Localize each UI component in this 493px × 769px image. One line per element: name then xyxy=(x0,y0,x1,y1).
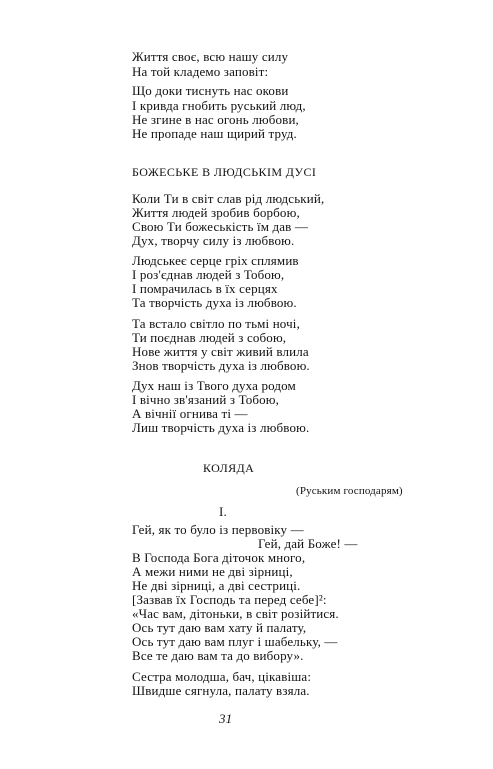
text-line: Свою Ти божеськість їм дав — xyxy=(132,219,309,234)
text-line: На той кладемо заповіт: xyxy=(132,64,269,79)
text-line: Життя людей зробив борбою, xyxy=(132,205,300,220)
page-number: 31 xyxy=(219,711,233,726)
text-line: Дух, творчу силу із любвою. xyxy=(132,233,295,248)
text-line: Нове життя у світ живий влила xyxy=(132,344,309,359)
text-line: Та творчість духа із любвою. xyxy=(132,295,297,310)
text-line: Ось тут даю вам хату й палату, xyxy=(132,620,307,635)
poem-title: БОЖЕСЬКЕ В ЛЮДСЬКІМ ДУСІ xyxy=(132,165,317,179)
text-line: А межи ними не дві зірниці, xyxy=(132,564,293,579)
text-line: Дух наш із Твого духа родом xyxy=(132,378,296,393)
text-line: Коли Ти в світ слав рід людський, xyxy=(132,191,325,206)
text-line: Ось тут даю вам плуг і шабельку, — xyxy=(132,634,338,649)
text-line: І кривда гнобить руський люд, xyxy=(132,98,306,113)
text-line: Та встало світло по тьмі ночі, xyxy=(132,316,300,331)
text-line: Що доки тиснуть нас окови xyxy=(132,83,289,98)
text-line: І вічно зв'язаний з Тобою, xyxy=(132,392,280,407)
text-line: Не згине в нас огонь любови, xyxy=(132,112,299,127)
text-line: І помрачилась в їх серцях xyxy=(132,281,278,296)
text-line: Гей, як то було із первовіку — xyxy=(132,522,304,537)
refrain-line: Гей, дай Боже! — xyxy=(258,536,358,551)
poem-title: КОЛЯДА xyxy=(203,461,255,475)
text-line: Людськеє серце гріх сплямив xyxy=(132,253,299,268)
text-line: «Час вам, дітоньки, в світ розійтися. xyxy=(132,606,339,621)
text-line: Сестра молодша, бач, цікавіша: xyxy=(132,669,312,684)
text-line: І роз'єднав людей з Тобою, xyxy=(132,267,285,282)
text-line: Життя своє, всю нашу силу xyxy=(132,49,289,64)
text-line: Швидше сягнула, палату взяла. xyxy=(132,683,310,698)
dedication: (Руським господарям) xyxy=(296,485,403,497)
text-line: Все те даю вам та до вибору». xyxy=(132,648,304,663)
text-line: В Господа Бога діточок много, xyxy=(132,550,306,565)
text-line: Лиш творчість духа із любвою. xyxy=(132,420,310,435)
text-line: [Зазвав їх Господь та перед себе]²: xyxy=(132,592,327,607)
text-line: Не пропаде наш щирий труд. xyxy=(132,126,297,141)
text-line: Не дві зірниці, а дві сестриці. xyxy=(132,578,301,593)
section-number: I. xyxy=(219,504,227,519)
text-line: Ти поєднав людей з собою, xyxy=(132,330,287,345)
text-line: А вічнії огнива ті — xyxy=(132,406,248,421)
text-line: Знов творчість духа із любвою. xyxy=(132,358,310,373)
